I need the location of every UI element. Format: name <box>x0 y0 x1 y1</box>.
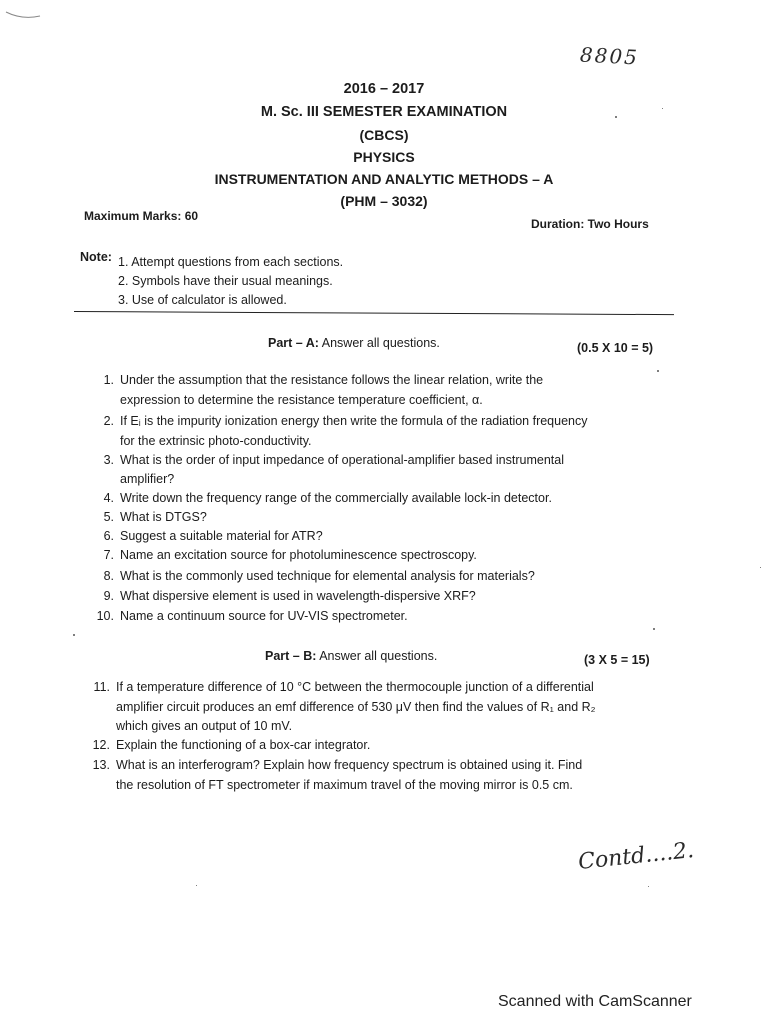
note-label: Note: <box>80 250 112 264</box>
scanner-watermark: Scanned with CamScanner <box>498 993 692 1010</box>
exam-header <box>0 78 768 210</box>
scan-speck <box>73 634 75 636</box>
scan-speck <box>657 370 659 372</box>
question-text: the resolution of FT spectrometer if maximum travel of the moving mirror is 0.5 cm. <box>116 778 573 792</box>
part-b-heading <box>265 649 437 663</box>
handwritten-contd: Contd....2. <box>577 837 696 876</box>
question-number: 8. <box>103 569 114 583</box>
handwritten-number: 8805 <box>579 42 640 70</box>
question-text: Suggest a suitable material for ATR? <box>120 529 323 543</box>
part-a-title: Part – A: <box>268 336 319 350</box>
question-text: What is DTGS? <box>120 510 207 524</box>
scan-corner-mark <box>4 10 42 20</box>
part-b-instruction: Answer all questions. <box>319 649 438 663</box>
question-text: amplifier circuit produces an emf difference of 530 μV then find the values of R₁ and R₂ <box>116 700 596 714</box>
note-item: 2. Symbols have their usual meanings. <box>118 274 333 288</box>
header-subject: PHYSICS <box>353 149 415 165</box>
question-number: 10. <box>96 609 114 623</box>
header-year: 2016 – 2017 <box>343 81 425 97</box>
scan-speck <box>662 108 663 109</box>
part-a-instruction: Answer all questions. <box>321 336 440 350</box>
scan-speck <box>196 885 197 886</box>
question-number: 5. <box>103 510 114 524</box>
divider-line <box>74 311 674 315</box>
max-marks: Maximum Marks: 60 <box>84 209 199 223</box>
header-exam: M. Sc. III SEMESTER EXAMINATION <box>260 104 508 120</box>
question-text: What is an interferogram? Explain how frequency spectrum is obtained using it. Find <box>116 758 583 772</box>
question-text: Explain the functioning of a box-car integrator. <box>116 738 371 752</box>
question-text: which gives an output of 10 mV. <box>116 719 293 733</box>
question-text: Write down the frequency range of the commercially available lock-in detector. <box>120 491 552 505</box>
note-item: 1. Attempt questions from each sections. <box>118 255 344 269</box>
header-scheme: (CBCS) <box>359 127 409 143</box>
question-text: What dispersive element is used in wavelength-dispersive XRF? <box>120 589 476 603</box>
question-number: 1. <box>103 373 114 387</box>
question-number: 13. <box>92 758 110 772</box>
question-number: 7. <box>103 548 114 562</box>
header-code: (PHM – 3032) <box>340 193 428 209</box>
part-b-title: Part – B: <box>265 649 317 663</box>
header-paper: INSTRUMENTATION AND ANALYTIC METHODS – A <box>214 171 554 187</box>
question-text: for the extrinsic photo-conductivity. <box>120 434 312 448</box>
question-text: What is the commonly used technique for elemental analysis for materials? <box>120 569 535 583</box>
part-a-marks: (0.5 X 10 = 5) <box>577 341 654 355</box>
question-text: expression to determine the resistance temperature coefficient, α. <box>120 393 483 407</box>
question-number: 6. <box>103 529 114 543</box>
question-number: 3. <box>103 453 114 467</box>
scan-speck <box>615 116 617 118</box>
question-number: 2. <box>103 414 114 428</box>
question-text: What is the order of input impedance of operational-amplifier based instrumental <box>120 453 564 467</box>
question-text: amplifier? <box>120 472 175 486</box>
duration: Duration: Two Hours <box>531 217 649 231</box>
question-number: 4. <box>103 491 114 505</box>
scan-speck <box>760 567 761 568</box>
question-number: 12. <box>92 738 110 752</box>
question-number: 11. <box>93 680 110 694</box>
question-number: 9. <box>103 589 114 603</box>
question-text: Under the assumption that the resistance follows the linear relation, write the <box>120 373 544 387</box>
question-text: If Eᵢ is the impurity ionization energy then write the formula of the radiation frequency <box>120 414 588 428</box>
note-item: 3. Use of calculator is allowed. <box>118 293 287 307</box>
question-text: If a temperature difference of 10 °C between the thermocouple junction of a differential <box>116 680 594 694</box>
part-b-marks: (3 X 5 = 15) <box>584 653 650 667</box>
part-a-heading <box>268 336 440 350</box>
question-text: Name a continuum source for UV-VIS spectrometer. <box>120 609 408 623</box>
question-text: Name an excitation source for photoluminescence spectroscopy. <box>120 548 477 562</box>
scan-speck <box>653 628 655 630</box>
scan-speck <box>648 886 649 887</box>
